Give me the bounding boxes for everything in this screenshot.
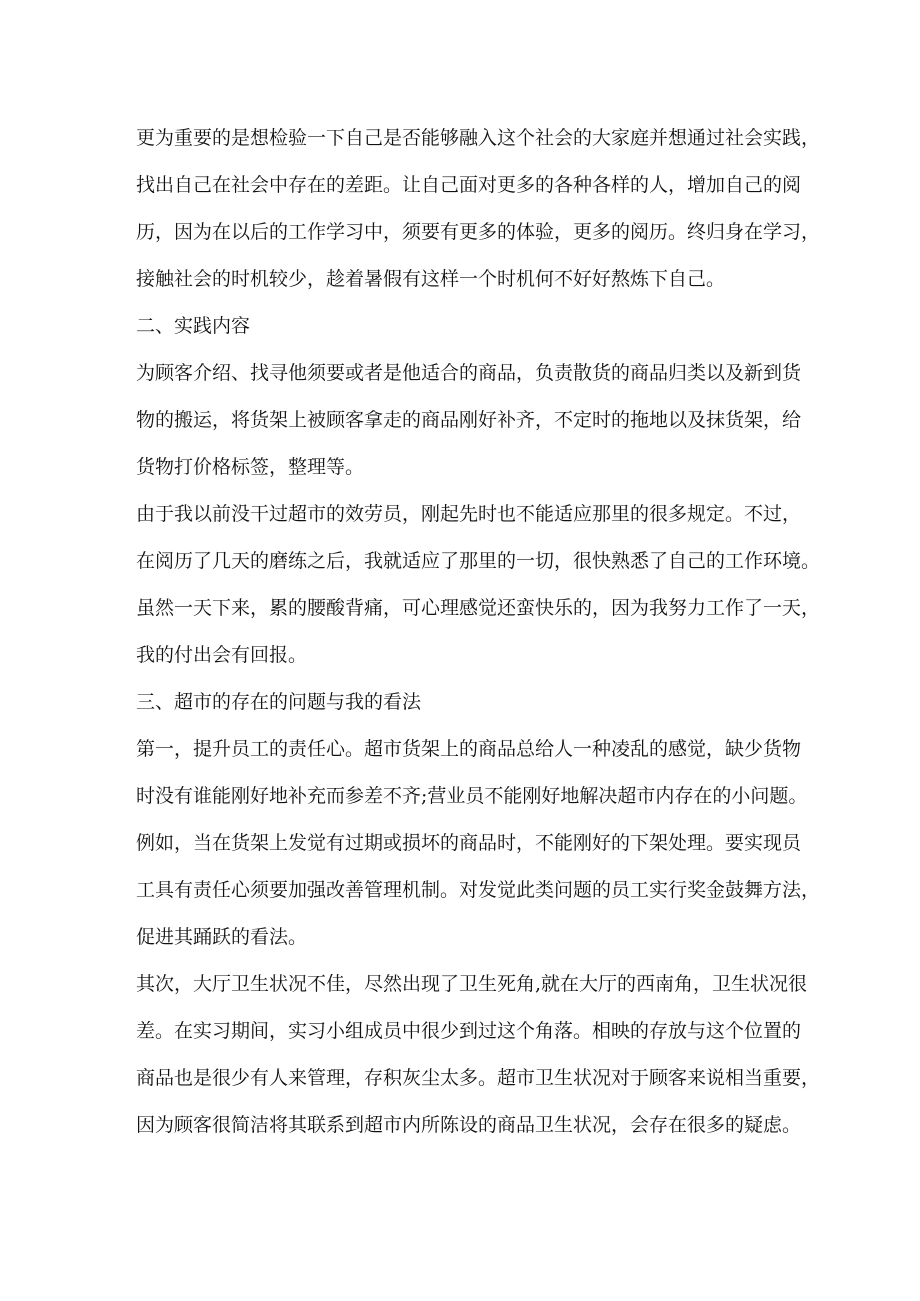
text-line: 更为重要的是想检验一下自己是否能够融入这个社会的大家庭并想通过社会实践， <box>136 127 821 149</box>
section-heading-practice-content: 二、实践内容 <box>136 315 251 337</box>
text-line: 为顾客介绍、找寻他须要或者是他适合的商品，负责散货的商品归类以及新到货 <box>136 362 802 384</box>
text-line: 差。在实习期间，实习小组成员中很少到过这个角落。相映的存放与这个位置的 <box>136 1020 802 1042</box>
text-line: 其次，大厅卫生状况不佳，尽然出现了卫生死角,就在大厅的西南角，卫生状况很 <box>136 973 808 995</box>
text-line: 虽然一天下来，累的腰酸背痛，可心理感觉还蛮快乐的，因为我努力工作了一天， <box>136 597 821 619</box>
paragraph-practice-tasks <box>136 350 802 491</box>
text-line: 接触社会的时机较少，趁着暑假有这样一个时机何不好好熬炼下自己。 <box>136 268 726 290</box>
section-heading-problems: 三、超市的存在的问题与我的看法 <box>136 691 422 713</box>
text-line: 商品也是很少有人来管理，存积灰尘太多。超市卫生状况对于顾客来说相当重要， <box>136 1067 821 1089</box>
text-line: 因为顾客很简洁将其联系到超市内所陈设的商品卫生状况，会存在很多的疑虑。 <box>136 1114 802 1136</box>
paragraph-hygiene <box>136 961 821 1149</box>
paragraph-adaptation <box>136 491 821 679</box>
text-line: 第一，提升员工的责任心。超市货架上的商品总给人一种凌乱的感觉，缺少货物 <box>136 738 802 760</box>
text-line: 找出自己在社会中存在的差距。让自己面对更多的各种各样的人，增加自己的阅 <box>136 174 802 196</box>
text-line: 我的付出会有回报。 <box>136 644 308 666</box>
text-line: 在阅历了几天的磨练之后，我就适应了那里的一切，很快熟悉了自己的工作环境。 <box>136 550 821 572</box>
text-line: 促进其踊跃的看法。 <box>136 926 308 948</box>
text-line: 物的搬运，将货架上被顾客拿走的商品刚好补齐，不定时的拖地以及抹货架，给 <box>136 409 802 431</box>
text-line: 货物打价格标签，整理等。 <box>136 456 365 478</box>
text-line: 由于我以前没干过超市的效劳员，刚起先时也不能适应那里的很多规定。不过， <box>136 503 802 525</box>
document-body <box>136 115 821 1149</box>
paragraph-intro <box>136 115 821 303</box>
text-line: 历，因为在以后的工作学习中，须要有更多的体验，更多的阅历。终归身在学习， <box>136 221 821 243</box>
text-line: 时没有谁能刚好地补充而参差不齐;营业员不能刚好地解决超市内存在的小问题。 <box>136 785 808 807</box>
paragraph-responsibility <box>136 726 821 961</box>
text-line: 工具有责任心须要加强改善管理机制。对发觉此类问题的员工实行奖金鼓舞方法， <box>136 879 821 901</box>
text-line: 例如，当在货架上发觉有过期或损坏的商品时，不能刚好的下架处理。要实现员 <box>136 832 802 854</box>
